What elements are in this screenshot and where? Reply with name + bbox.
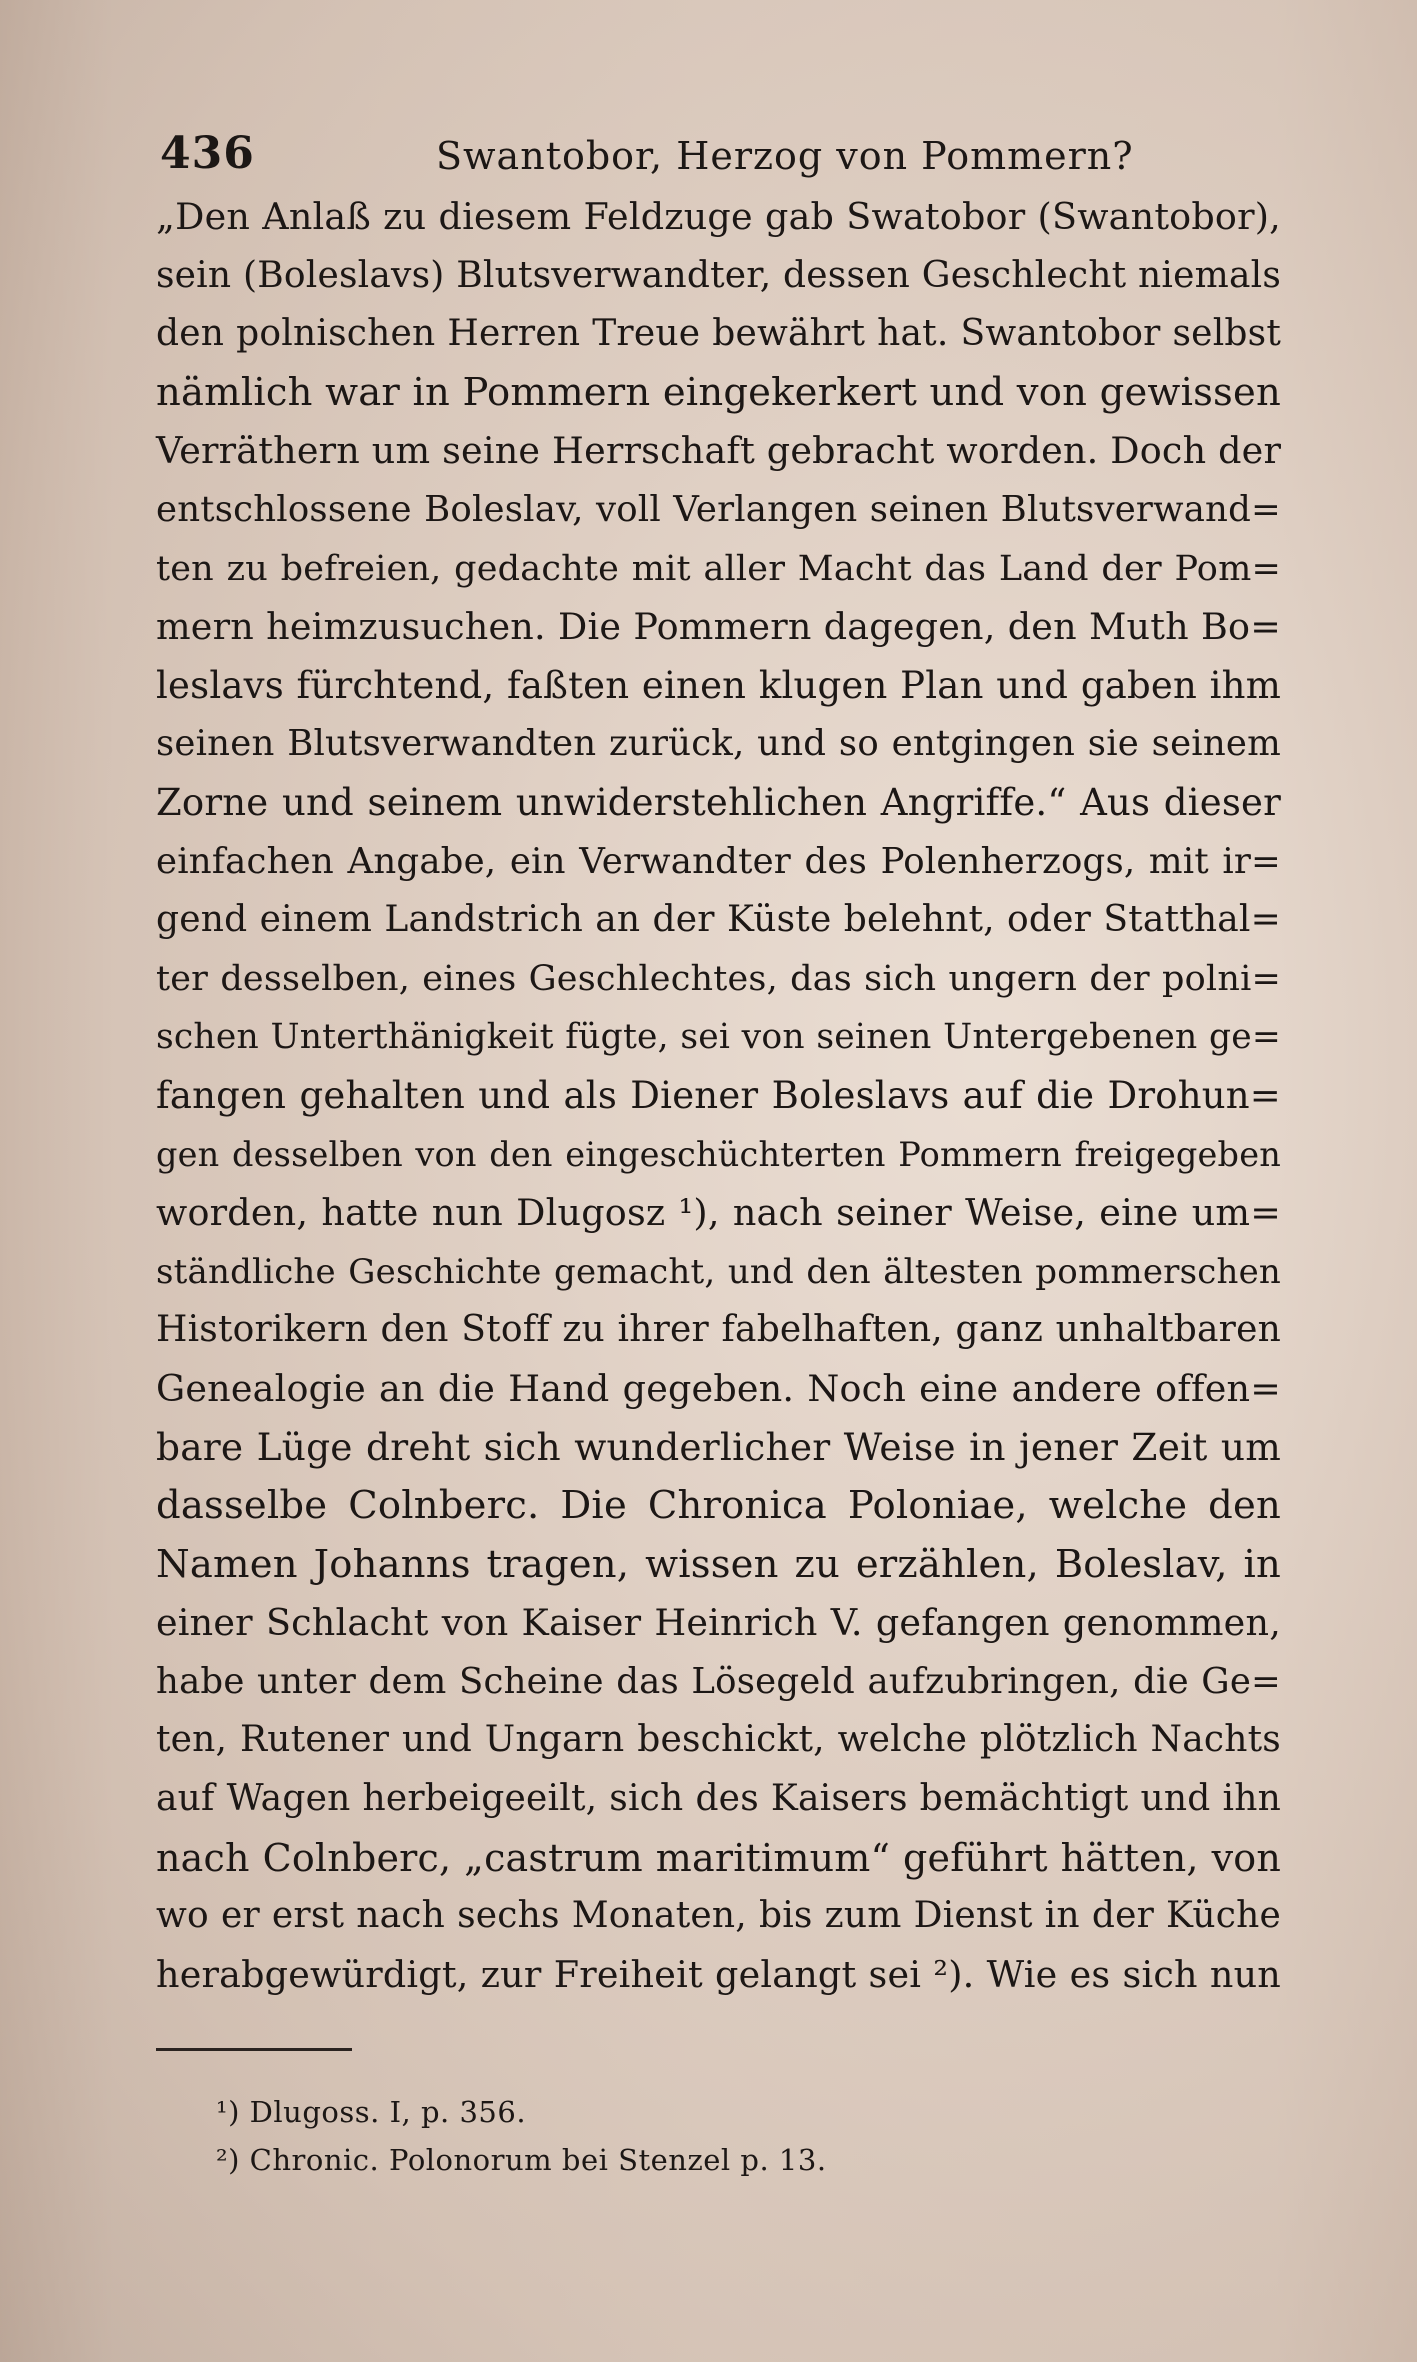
text-line: gen desselben von den eingeschüchterten Pommern freigegeben	[156, 1134, 1281, 1174]
text-line: ten zu befreien, gedachte mit aller Macht das Land der Pom=	[156, 548, 1281, 589]
text-line: gend einem Landstrich an der Küste belehnt, oder Statthal=	[156, 899, 1281, 941]
body-text	[156, 188, 1281, 2004]
text-line: seinen Blutsverwandten zurück, und so entgingen sie seinem	[156, 723, 1281, 765]
text-line: worden, hatte nun Dlugosz ¹), nach seiner Weise, eine um=	[156, 1191, 1281, 1235]
text-line: entschlossene Boleslav, voll Verlangen seinen Blutsverwand=	[156, 488, 1281, 530]
page-header	[160, 128, 1280, 188]
text-line: fangen gehalten und als Diener Boleslavs auf die Drohun=	[156, 1073, 1281, 1117]
text-line: ständliche Geschichte gemacht, und den ältesten pommerschen	[156, 1251, 1281, 1292]
text-line: mern heimzusuchen. Die Pommern dagegen, den Muth Bo=	[156, 605, 1281, 649]
text-line: nämlich war in Pommern eingekerkert und von gewissen	[156, 369, 1281, 415]
text-line: Verräthern um seine Herrschaft gebracht worden. Doch der	[156, 429, 1282, 473]
text-line: leslavs fürchtend, faßten einen klugen Plan und gaben ihm	[156, 663, 1281, 707]
running-title: Swantobor, Herzog von Pommern?	[436, 134, 1134, 178]
text-line: Genealogie an die Hand gegeben. Noch eine andere offen=	[156, 1366, 1281, 1410]
text-line: herabgewürdigt, zur Freiheit gelangt sei ²). Wie es sich nun	[156, 1952, 1281, 1996]
footnote-2: ²) Chronic. Polonorum bei Stenzel p. 13.	[216, 2143, 827, 2177]
footnote-1: ¹) Dlugoss. I, p. 356.	[216, 2095, 527, 2129]
text-line: Namen Johanns tragen, wissen zu erzählen, Boleslav, in	[156, 1541, 1281, 1587]
text-line: Historikern den Stoff zu ihrer fabelhaften, ganz unhaltbaren	[156, 1309, 1281, 1351]
text-line: einfachen Angabe, ein Verwandter des Polenherzogs, mit ir=	[156, 840, 1281, 882]
text-line: habe unter dem Scheine das Lösegeld aufzubringen, die Ge=	[156, 1660, 1281, 1702]
text-line: auf Wagen herbeigeeilt, sich des Kaisers bemächtigt und ihn	[156, 1778, 1281, 1820]
text-line: Zorne und seinem unwiderstehlichen Angriffe.“ Aus dieser	[156, 780, 1281, 824]
footnotes	[216, 2088, 1116, 2184]
text-line: dasselbe Colnberc. Die Chronica Poloniae, welche den	[156, 1483, 1281, 1529]
text-line: wo er erst nach sechs Monaten, bis zum Dienst in der Küche	[156, 1895, 1281, 1937]
text-line: „Den Anlaß zu diesem Feldzuge gab Swatobor (Swantobor),	[156, 195, 1281, 238]
text-line: bare Lüge dreht sich wunderlicher Weise in jener Zeit um	[156, 1425, 1281, 1470]
page-number: 436	[160, 128, 255, 179]
text-line: einer Schlacht von Kaiser Heinrich V. gefangen genommen,	[156, 1601, 1281, 1645]
text-line: den polnischen Herren Treue bewährt hat. Swantobor selbst	[156, 313, 1281, 355]
text-line: ter desselben, eines Geschlechtes, das sich ungern der polni=	[156, 958, 1281, 999]
text-line: schen Unterthänigkeit fügte, sei von seinen Untergebenen ge=	[156, 1017, 1281, 1058]
footnote-divider	[156, 2048, 352, 2051]
text-line: nach Colnberc, „castrum maritimum“ geführt hätten, von	[156, 1835, 1281, 1880]
text-line: ten, Rutener und Ungarn beschickt, welche plötzlich Nachts	[156, 1719, 1281, 1761]
text-line: sein (Boleslavs) Blutsverwandter, dessen Geschlecht niemals	[156, 254, 1281, 296]
